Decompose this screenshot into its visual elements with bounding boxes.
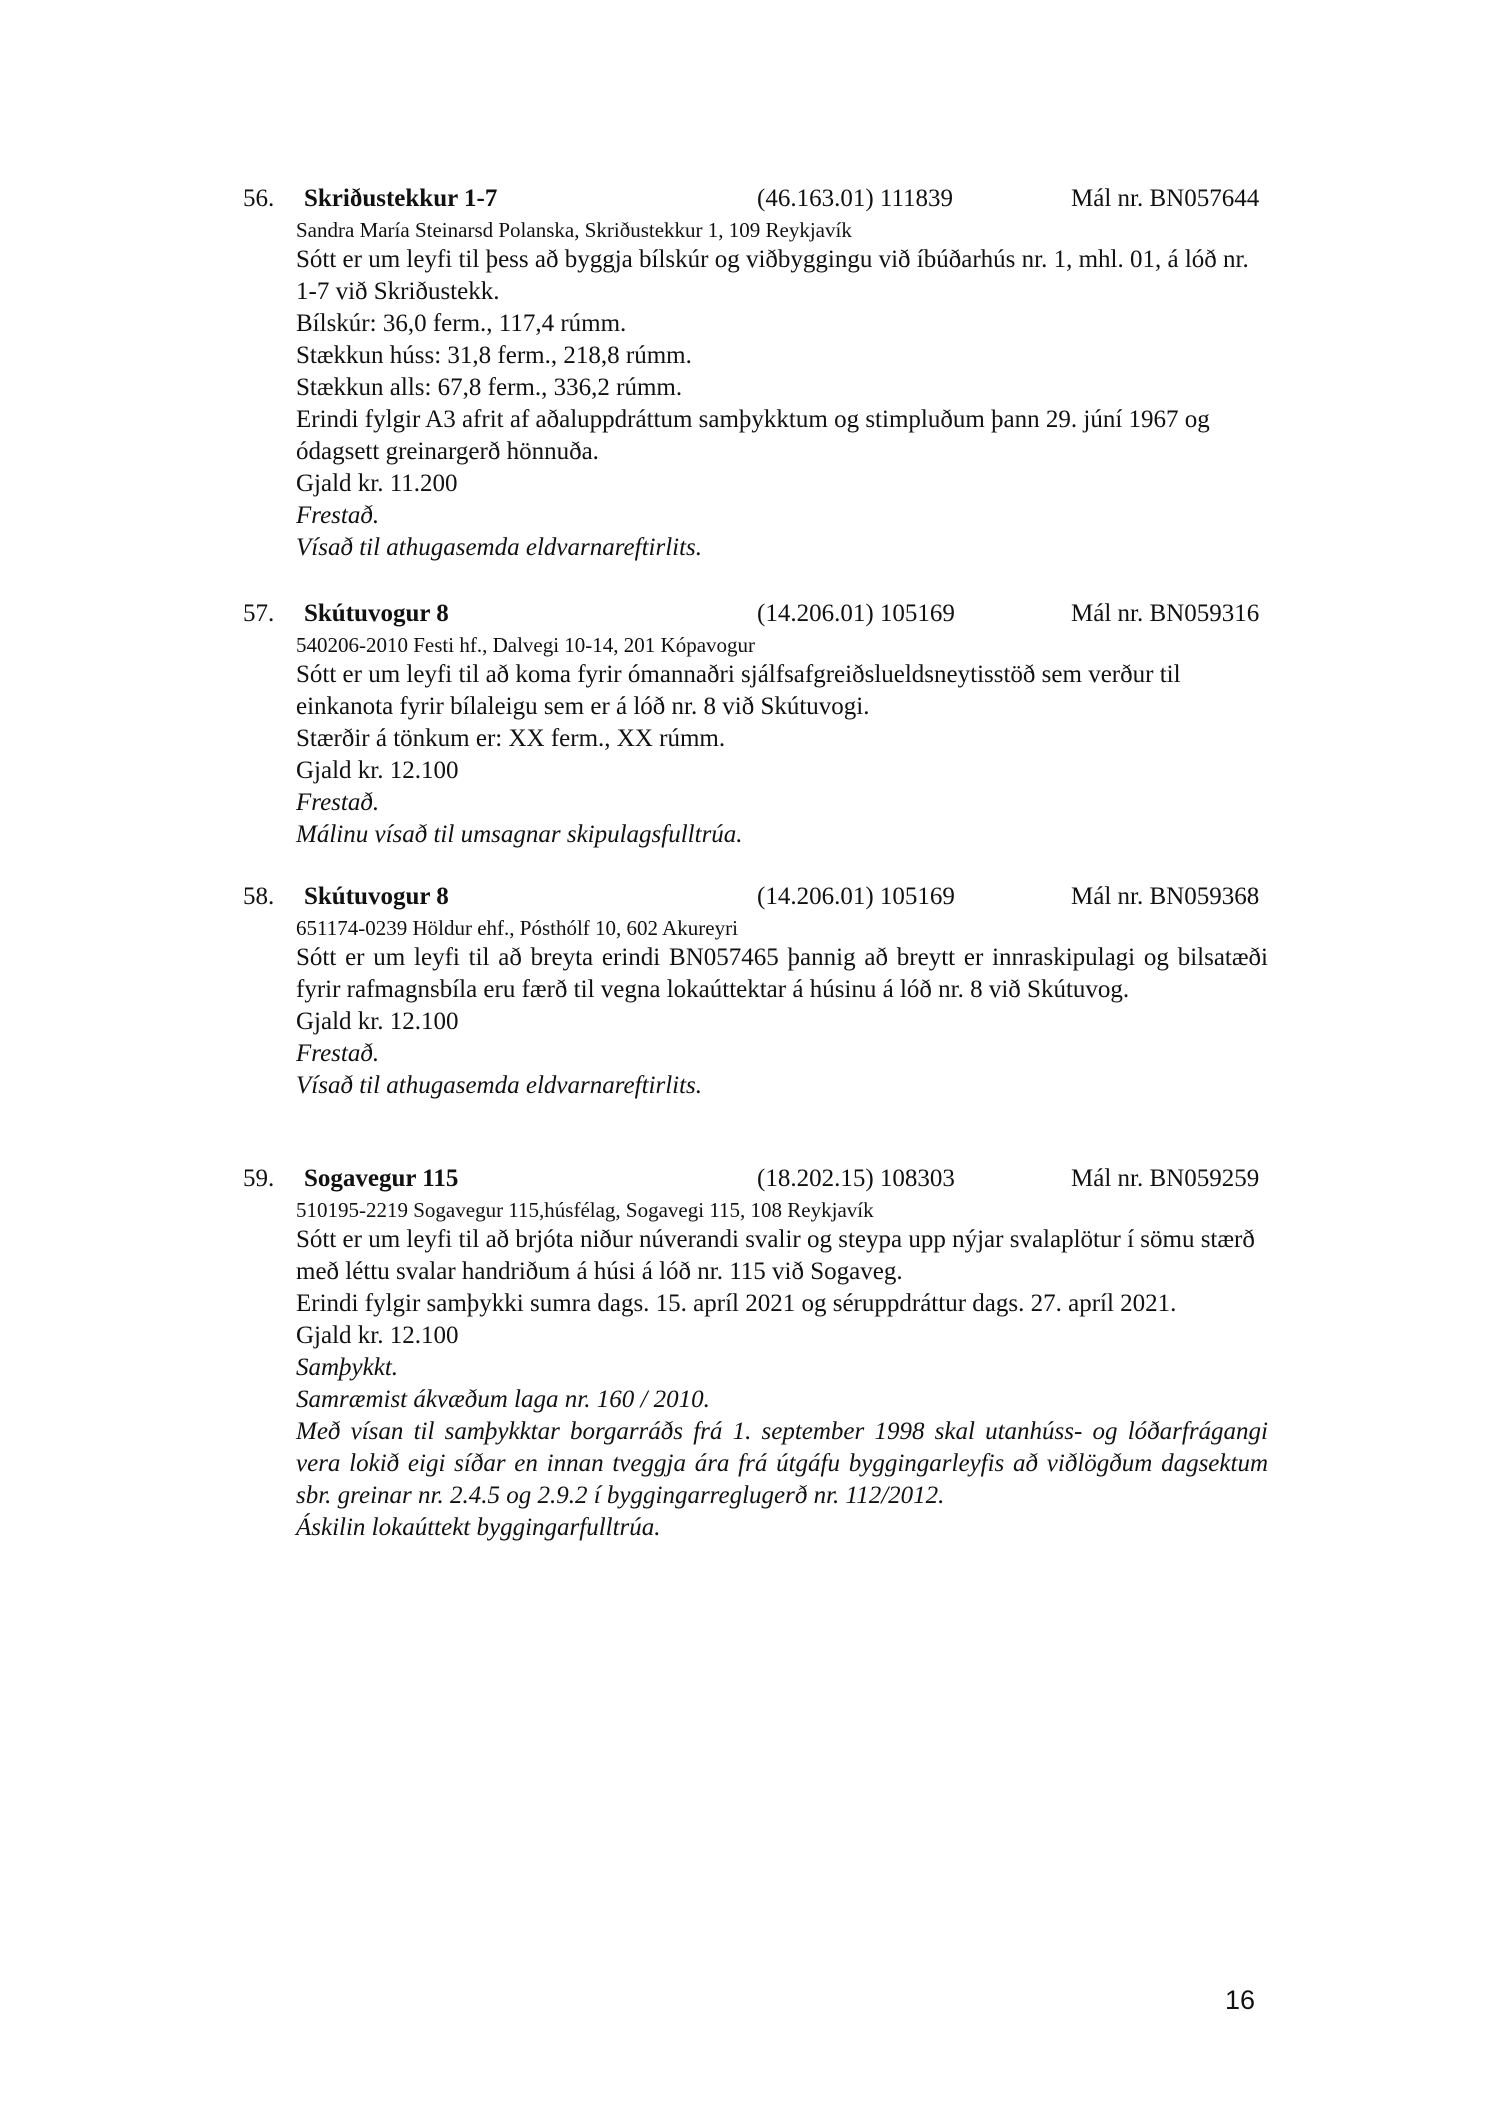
case-number: 59. [243,1165,275,1192]
case-number: 58. [243,883,275,910]
case-body [296,631,1268,851]
case-fee: Gjald kr. 12.100 [296,757,459,784]
case-land-id: (14.206.01) 105169 [757,600,955,627]
case-number-ref: Mál nr. BN059368 [1071,883,1260,910]
case-58 [0,880,1500,1102]
case-note: Samræmist ákvæðum laga nr. 160 / 2010. [296,1386,710,1413]
case-applicant: 510195-2219 Sogavegur 115,húsfélag, Sogavegi 115, 108 Reykjavík [296,1198,874,1222]
case-measure: Stærðir á tönkum er: XX ferm., XX rúmm. [296,725,726,752]
case-decision: Samþykkt. [296,1354,399,1381]
case-note: Áskilin lokaúttekt byggingarfulltrúa. [296,1514,661,1541]
case-land-id: (14.206.01) 105169 [757,883,955,910]
case-decision: Frestað. [296,789,380,816]
case-applicant: 651174-0239 Höldur ehf., Pósthólf 10, 602 Akureyri [296,916,738,940]
case-decision: Frestað. [296,502,380,529]
case-fee: Gjald kr. 12.100 [296,1008,459,1035]
case-header [0,1162,1500,1196]
case-land-id: (18.202.15) 108303 [757,1165,955,1192]
case-attachments: Erindi fylgir A3 afrit af aðaluppdráttum samþykktum og stimpluðum þann 29. júní 1967 og ódagsett greinargerð hönnuða. [296,406,1210,465]
case-note: Vísað til athugasemda eldvarnareftirlits. [296,534,703,561]
case-header [0,880,1500,914]
case-applicant: Sandra María Steinarsd Polanska, Skriðustekkur 1, 109 Reykjavík [296,218,852,242]
case-number: 56. [243,185,275,212]
case-number-ref: Mál nr. BN059316 [1071,600,1260,627]
case-59 [0,1162,1500,1544]
case-measure: Stækkun alls: 67,8 ferm., 336,2 rúmm. [296,374,683,401]
case-measure: Bílskúr: 36,0 ferm., 117,4 rúmm. [296,310,627,337]
case-measure: Stækkun húss: 31,8 ferm., 218,8 rúmm. [296,342,692,369]
case-address: Skútuvogur 8 [304,883,449,910]
case-fee: Gjald kr. 11.200 [296,470,458,497]
case-body [296,914,1268,1102]
case-description: Sótt er um leyfi til þess að byggja bílskúr og viðbyggingu við íbúðarhús nr. 1, mhl. 01, á lóð nr. 1-7 við Skriðustekk. [296,246,1249,305]
case-header [0,182,1500,216]
case-description: Sótt er um leyfi til að koma fyrir ómannaðri sjálfsafgreiðslueldsneytisstöð sem verður til einkanota fyrir bílaleigu sem er á lóð nr. 8 við Skútuvogi. [296,661,1181,720]
case-land-id: (46.163.01) 111839 [757,185,954,212]
case-applicant: 540206-2010 Festi hf., Dalvegi 10-14, 201 Kópavogur [296,633,756,657]
page-number: 16 [1225,1985,1256,2015]
case-address: Skriðustekkur 1-7 [304,185,498,212]
case-header [0,597,1500,631]
case-body [296,1196,1268,1544]
case-note: Með vísan til samþykktar borgarráðs frá 1. september 1998 skal utanhúss- og lóðarfrágangi vera lokið eigi síðar en innan tveggja ára frá útgáfu byggingarleyfis að viðlögðum dagsektum sbr. greinar nr. 2.4.5 og 2.9.2 í byggingarreglugerð nr. 112/2012. [296,1418,1268,1509]
case-attachments: Erindi fylgir samþykki sumra dags. 15. apríl 2021 og séruppdráttur dags. 27. apríl 2021. [296,1290,1177,1317]
case-fee: Gjald kr. 12.100 [296,1322,459,1349]
case-address: Sogavegur 115 [304,1165,459,1192]
case-56 [0,182,1500,564]
case-description: Sótt er um leyfi til að brjóta niður núverandi svalir og steypa upp nýjar svalaplötur í sömu stærð með léttu svalar handriðum á húsi á lóð nr. 115 við Sogaveg. [296,1226,1255,1285]
case-number: 57. [243,600,275,627]
case-57 [0,597,1500,851]
case-note: Vísað til athugasemda eldvarnareftirlits. [296,1072,703,1099]
case-number-ref: Mál nr. BN057644 [1071,185,1260,212]
case-description: Sótt er um leyfi til að breyta erindi BN057465 þannig að breytt er innraskipulagi og bilsatæði fyrir rafmagnsbíla eru færð til vegna lokaúttektar á húsinu á lóð nr. 8 við Skútuvog. [296,944,1268,1003]
case-address: Skútuvogur 8 [304,600,449,627]
case-note: Málinu vísað til umsagnar skipulagsfulltrúa. [296,821,743,848]
case-decision: Frestað. [296,1040,380,1067]
case-number-ref: Mál nr. BN059259 [1071,1165,1260,1192]
case-body [296,216,1268,564]
